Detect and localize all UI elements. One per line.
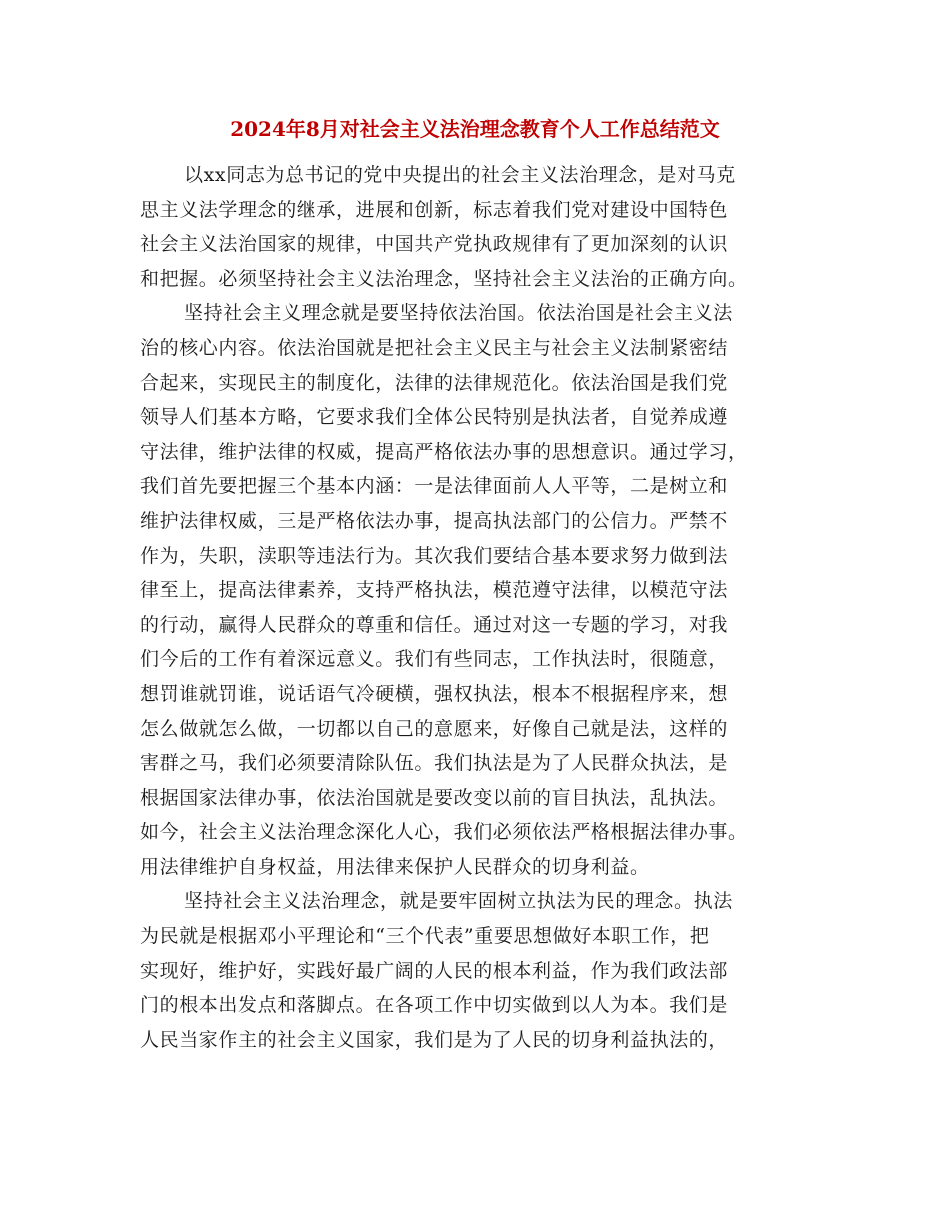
paragraph-2-line-9: 律至上，提高法律素养，支持严格执法，模范遵守法律，以模范守法 <box>140 579 729 602</box>
paragraph-2-line-15: 根据国家法律办事，依法治国就是要改变以前的盲目执法，乱执法。 <box>140 786 729 809</box>
paragraph-1-line-4: 和把握。必须坚持社会主义法治理念，坚持社会主义法治的正确方向。 <box>140 267 748 290</box>
paragraph-2-line-2: 治的核心内容。依法治国就是把社会主义民主与社会主义法制紧密结 <box>140 336 729 359</box>
paragraph-2-line-14: 害群之马，我们必须要清除队伍。我们执法是为了人民群众执法，是 <box>140 752 729 775</box>
document-title: 2024年8月对社会主义法治理念教育个人工作总结范文 <box>230 117 720 141</box>
paragraph-2-line-8: 作为，失职，渎职等违法行为。其次我们要结合基本要求努力做到法 <box>140 544 729 567</box>
paragraph-2-line-13: 怎么做就怎么做，一切都以自己的意愿来，好像自己就是法，这样的 <box>140 717 729 740</box>
paragraph-2-line-11: 们今后的工作有着深远意义。我们有些同志，工作执法时，很随意， <box>140 648 729 671</box>
paragraph-2-line-16: 如今，社会主义法治理念深化人心，我们必须依法严格根据法律办事。 <box>140 821 748 844</box>
paragraph-3-line-1: 坚持社会主义法治理念，就是要牢固树立执法为民的理念。执法 <box>184 890 733 913</box>
paragraph-1-line-1: 以xx同志为总书记的党中央提出的社会主义法治理念，是对马克 <box>184 164 736 186</box>
paragraph-2-line-4: 领导人们基本方略，它要求我们全体公民特别是执法者，自觉养成遵 <box>140 406 729 429</box>
paragraph-2-line-7: 维护法律权威，三是严格依法办事，提高执法部门的公信力。严禁不 <box>140 509 729 532</box>
paragraph-2-line-6: 我们首先要把握三个基本内涵：一是法律面前人人平等，二是树立和 <box>140 475 729 498</box>
paragraph-2-line-3: 合起来，实现民主的制度化，法律的法律规范化。依法治国是我们党 <box>140 371 729 394</box>
paragraph-3-line-4: 门的根本出发点和落脚点。在各项工作中切实做到以人为本。我们是 <box>140 994 729 1017</box>
paragraph-3-line-2: 为民就是根据邓小平理论和“三个代表”重要思想做好本职工作，把 <box>140 925 710 948</box>
paragraph-2-line-1: 坚持社会主义理念就是要坚持依法治国。依法治国是社会主义法 <box>184 302 733 325</box>
paragraph-2-line-5: 守法律，维护法律的权威，提高严格依法办事的思想意识。通过学习， <box>140 440 748 463</box>
document-body <box>140 158 800 1057</box>
paragraph-1-line-3: 社会主义法治国家的规律，中国共产党执政规律有了更加深刻的认识 <box>140 233 729 256</box>
paragraph-2-line-12: 想罚谁就罚谁，说话语气冷硬横，强权执法，根本不根据程序来，想 <box>140 682 729 705</box>
paragraph-3-line-5: 人民当家作主的社会主义国家，我们是为了人民的切身利益执法的， <box>140 1028 729 1051</box>
paragraph-3-line-3: 实现好，维护好，实践好最广阔的人民的根本利益，作为我们政法部 <box>140 959 729 982</box>
paragraph-2-line-17: 用法律维护自身权益，用法律来保护人民群众的切身利益。 <box>140 855 650 878</box>
paragraph-1-line-2: 思主义法学理念的继承，进展和创新，标志着我们党对建设中国特色 <box>140 198 729 221</box>
paragraph-2-line-10: 的行动，赢得人民群众的尊重和信任。通过对这一专题的学习，对我 <box>140 613 729 636</box>
